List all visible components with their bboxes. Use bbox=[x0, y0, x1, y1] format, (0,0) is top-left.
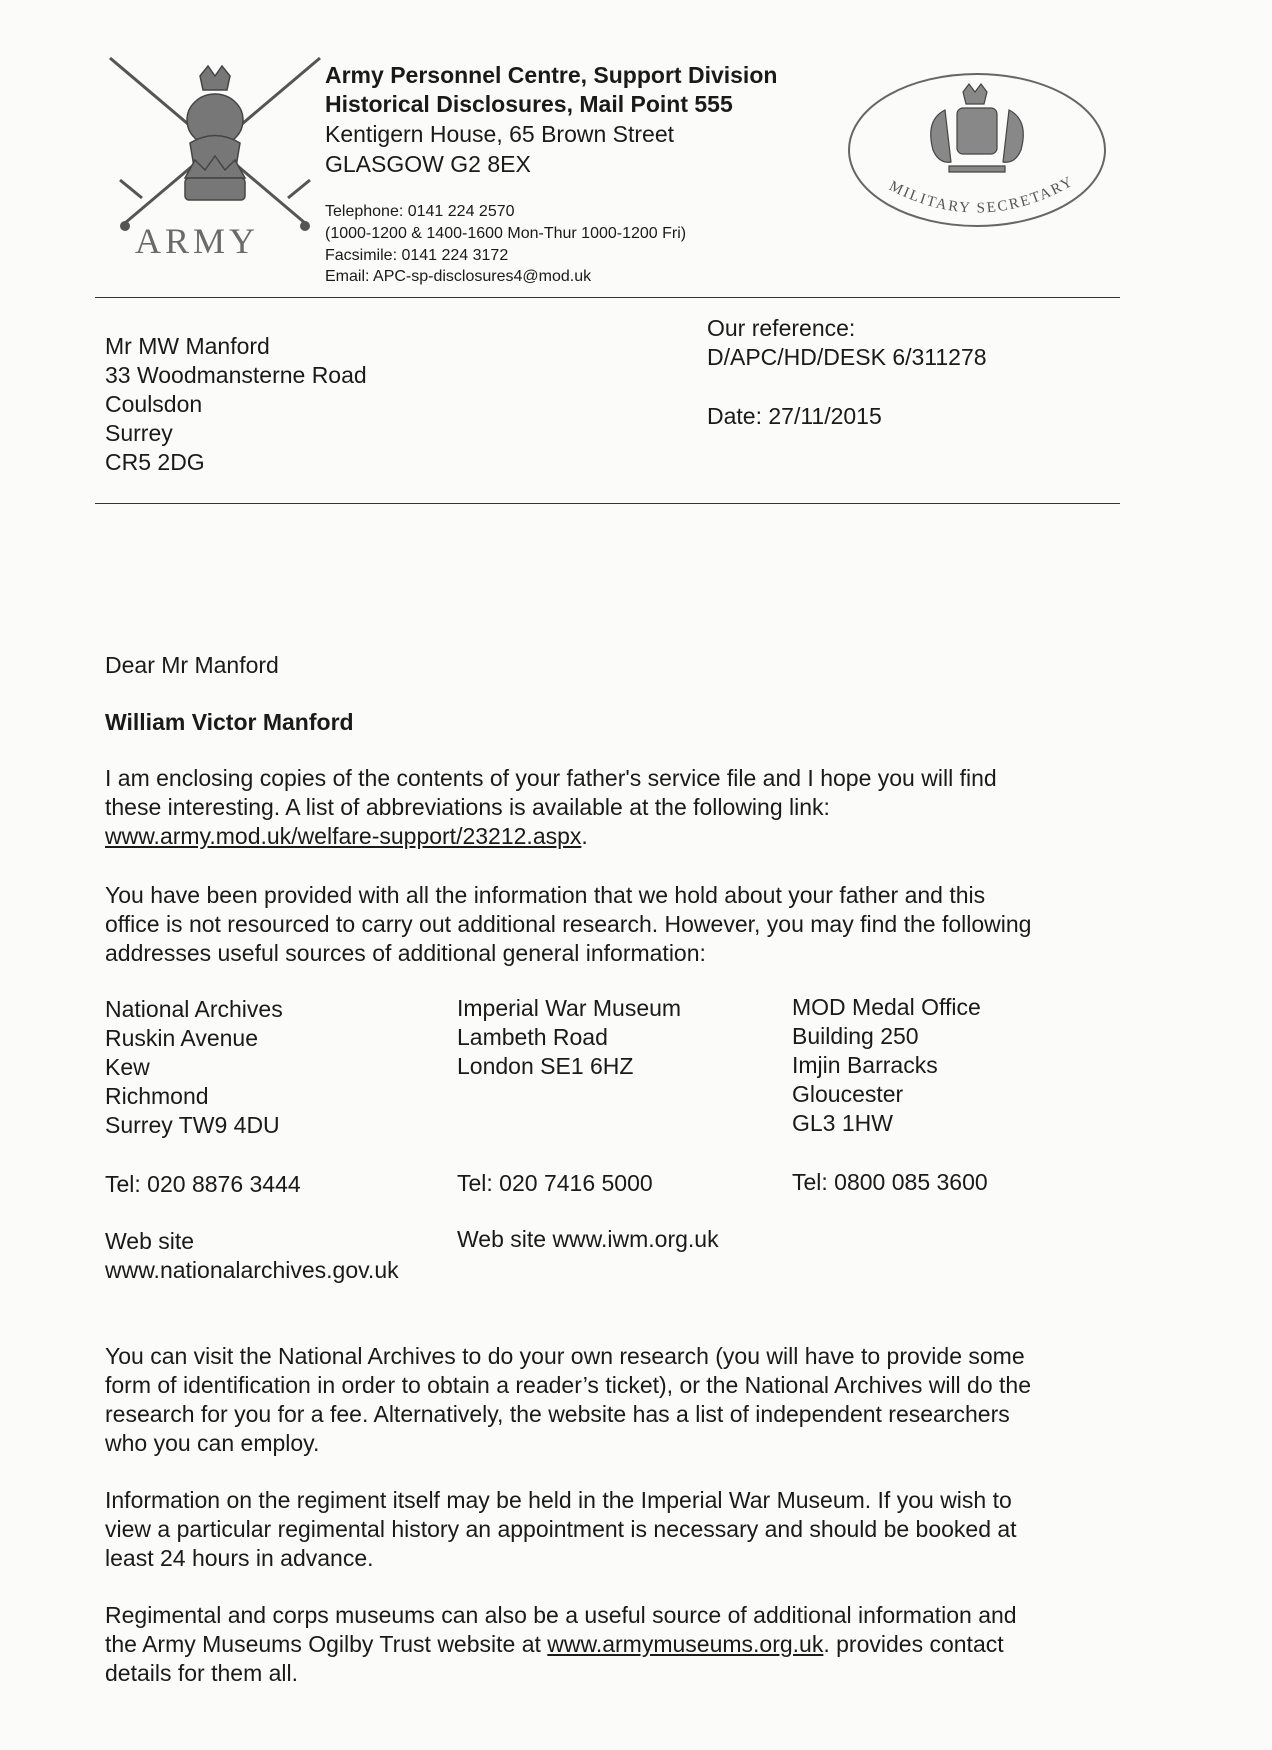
reference-label: Our reference: bbox=[707, 315, 856, 341]
facsimile: Facsimile: 0141 224 3172 bbox=[325, 247, 509, 264]
paragraph-1-line: these interesting. A list of abbreviations is available at the following link: bbox=[105, 794, 830, 820]
address-web: Web site www.iwm.org.uk bbox=[457, 1226, 719, 1252]
address-telephone: Tel: 020 8876 3444 bbox=[105, 1171, 301, 1197]
army-museums-link[interactable]: www.armymuseums.org.uk bbox=[547, 1631, 824, 1657]
paragraph-3-line: You can visit the National Archives to do your own research (you will have to provide some bbox=[105, 1343, 1025, 1369]
email: Email: APC-sp-disclosures4@mod.uk bbox=[325, 268, 592, 285]
recipient-line: Coulsdon bbox=[105, 391, 203, 417]
header-divider bbox=[95, 297, 1120, 298]
address-line: Imperial War Museum bbox=[457, 995, 682, 1021]
paragraph-1-line: I am enclosing copies of the contents of your father's service file and I hope you will find bbox=[105, 765, 997, 791]
address-line: GL3 1HW bbox=[792, 1110, 893, 1136]
org-line-2: Historical Disclosures, Mail Point 555 bbox=[325, 91, 733, 117]
address-line: Surrey TW9 4DU bbox=[105, 1112, 280, 1138]
office-hours: (1000-1200 & 1400-1600 Mon-Thur 1000-1200 Fri) bbox=[325, 225, 687, 242]
paragraph-2-line: addresses useful sources of additional general information: bbox=[105, 940, 706, 966]
address-web-label: Web site bbox=[105, 1228, 195, 1254]
abbreviations-link[interactable]: www.army.mod.uk/welfare-support/23212.aspx bbox=[105, 823, 582, 849]
recipient-line: CR5 2DG bbox=[105, 449, 205, 475]
recipient-line: Surrey bbox=[105, 420, 173, 446]
reference-value: D/APC/HD/DESK 6/311278 bbox=[707, 344, 987, 370]
paragraph-3-line: form of identification in order to obtain a reader’s ticket), or the National Archives will do the bbox=[105, 1372, 1032, 1398]
seal-text: MILITARY SECRETARY bbox=[886, 173, 1077, 217]
address-line: Kew bbox=[105, 1054, 150, 1080]
address-line-1: Kentigern House, 65 Brown Street bbox=[325, 121, 675, 147]
army-logo-text: ARMY bbox=[135, 221, 260, 261]
address-line: Ruskin Avenue bbox=[105, 1025, 259, 1051]
address-line-2: GLASGOW G2 8EX bbox=[325, 151, 531, 177]
military-secretary-seal bbox=[845, 70, 1110, 235]
org-line-1: Army Personnel Centre, Support Division bbox=[325, 62, 778, 88]
paragraph-5-line: details for them all. bbox=[105, 1660, 299, 1686]
paragraph-1-link-line: www.army.mod.uk/welfare-support/23212.aspx. bbox=[105, 823, 588, 849]
svg-text:MILITARY SECRETARY bbox=[887, 173, 1077, 216]
letter-date: Date: 27/11/2015 bbox=[707, 403, 882, 429]
address-telephone: Tel: 020 7416 5000 bbox=[457, 1170, 653, 1196]
paragraph-2-line: You have been provided with all the information that we hold about your father and this bbox=[105, 882, 986, 908]
national-archives-url: www.nationalarchives.gov.uk bbox=[105, 1257, 399, 1283]
paragraph-4-line: least 24 hours in advance. bbox=[105, 1545, 374, 1571]
address-line: Imjin Barracks bbox=[792, 1052, 938, 1078]
letter-subject: William Victor Manford bbox=[105, 709, 354, 735]
telephone: Telephone: 0141 224 2570 bbox=[325, 203, 515, 220]
address-divider bbox=[95, 503, 1120, 504]
address-line: Gloucester bbox=[792, 1081, 904, 1107]
address-line: Lambeth Road bbox=[457, 1024, 608, 1050]
address-telephone: Tel: 0800 085 3600 bbox=[792, 1169, 988, 1195]
paragraph-4-line: Information on the regiment itself may be held in the Imperial War Museum. If you wish to bbox=[105, 1487, 1012, 1513]
recipient-line: Mr MW Manford bbox=[105, 333, 270, 359]
recipient-line: 33 Woodmansterne Road bbox=[105, 362, 367, 388]
paragraph-3-line: research for you for a fee. Alternatively, the website has a list of independent researchers bbox=[105, 1401, 1010, 1427]
paragraph-5-line: Regimental and corps museums can also be a useful source of additional information and bbox=[105, 1602, 1017, 1628]
paragraph-5-line: the Army Museums Ogilby Trust website at www.armymuseums.org.uk. provides contact bbox=[105, 1631, 1004, 1657]
address-line: Building 250 bbox=[792, 1023, 919, 1049]
address-line: National Archives bbox=[105, 996, 283, 1022]
paragraph-2-line: office is not resourced to carry out additional research. However, you may find the following bbox=[105, 911, 1032, 937]
salutation: Dear Mr Manford bbox=[105, 652, 279, 678]
paragraph-4-line: view a particular regimental history an appointment is necessary and should be booked at bbox=[105, 1516, 1017, 1542]
address-line: MOD Medal Office bbox=[792, 994, 981, 1020]
paragraph-3-line: who you can employ. bbox=[105, 1430, 320, 1456]
address-line: Richmond bbox=[105, 1083, 209, 1109]
address-line: London SE1 6HZ bbox=[457, 1053, 634, 1079]
